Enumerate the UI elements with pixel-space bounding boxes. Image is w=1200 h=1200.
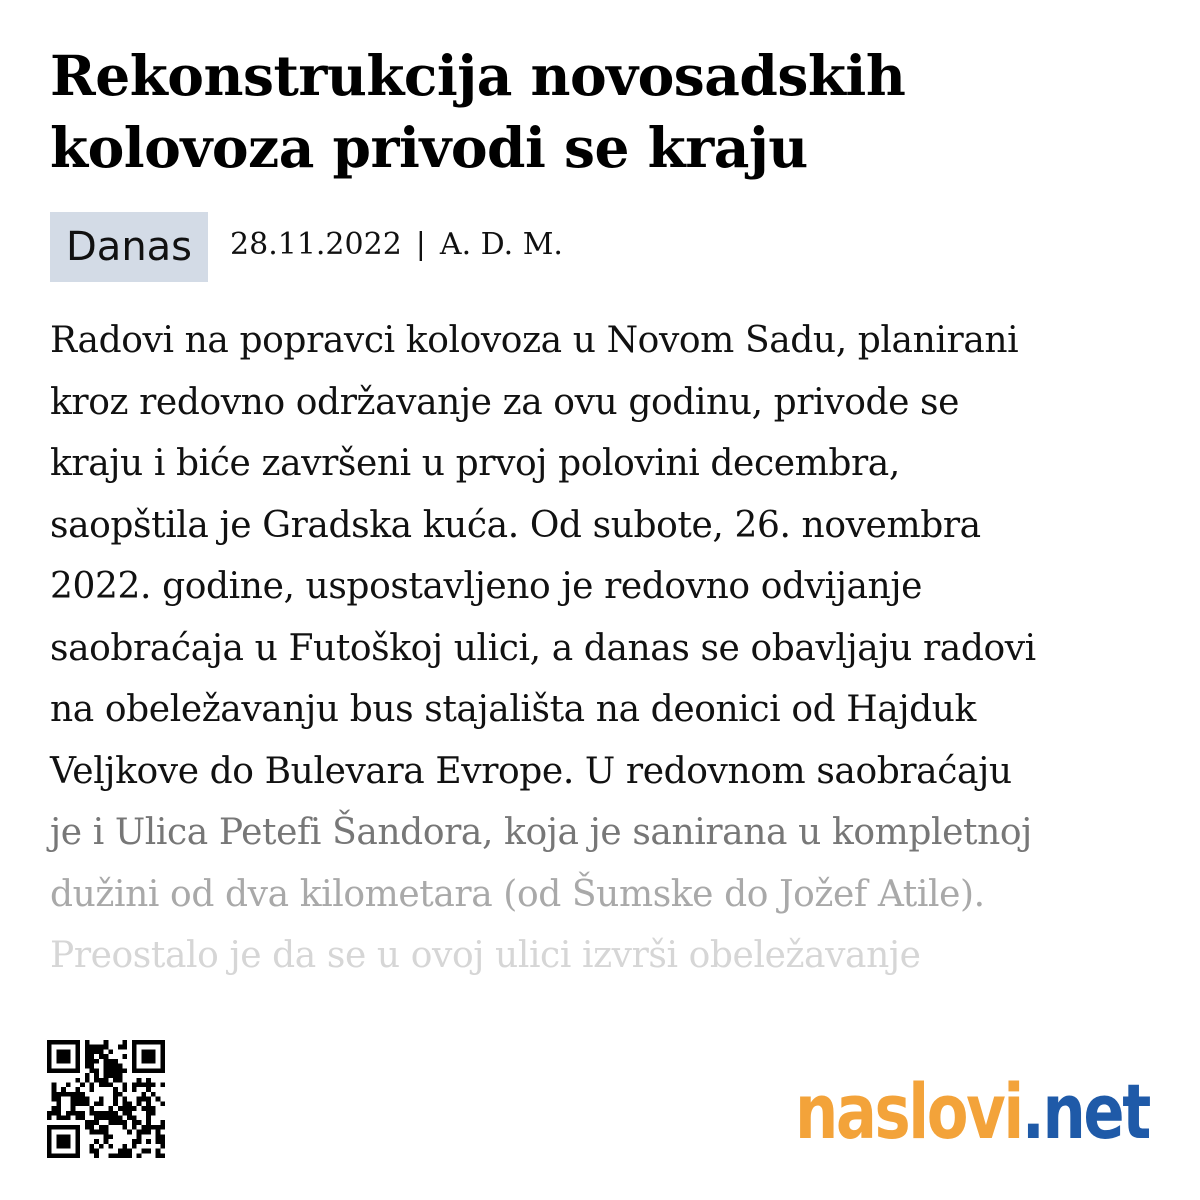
body-line: kroz redovno održavanje za ovu godinu, privode se (50, 381, 960, 423)
body-line: Radovi na popravci kolovoza u Novom Sadu, planirani (50, 320, 1019, 361)
body-line: Preostalo je da se u ovoj ulici izvrši obeležavanje (50, 935, 921, 976)
body-line: 2022. godine, uspostavljeno je redovno odvijanje (50, 566, 922, 607)
logo-text-naslovi: naslovi (795, 1067, 1022, 1156)
body-line: saobraćaja u Futoškoj ulici, a danas se obavljaju radovi (50, 627, 1036, 669)
body-line: na obeležavanju bus stajališta na deonici od Hajduk (50, 689, 976, 730)
meta-separator: | (415, 227, 426, 262)
article-date: 28.11.2022 (230, 227, 402, 262)
article-author: A. D. M. (439, 227, 563, 262)
logo-text-net: .net (1021, 1067, 1149, 1156)
body-line: Veljkove do Bulevara Evrope. U redovnom saobraćaju (50, 750, 1012, 792)
body-line: je i Ulica Petefi Šandora, koja je sanirana u kompletnoj (50, 812, 1032, 853)
article-headline (50, 40, 1150, 184)
body-line: saopštila je Gradska kuća. Od subote, 26. novembra (50, 504, 981, 546)
article-meta (50, 212, 563, 282)
meta-line (230, 228, 563, 262)
body-line: kraju i biće završeni u prvoj polovini decembra, (50, 443, 900, 484)
body-line: dužini od dva kilometara (od Šumske do Jožef Atile). (50, 873, 985, 915)
source-badge[interactable]: Danas (50, 212, 208, 282)
qr-code-icon[interactable] (47, 1040, 165, 1158)
article-body (50, 310, 1150, 987)
headline-line: kolovoza privodi se kraju (50, 115, 808, 180)
headline-line: Rekonstrukcija novosadskih (50, 43, 906, 108)
naslovi-logo[interactable] (795, 1062, 1149, 1162)
